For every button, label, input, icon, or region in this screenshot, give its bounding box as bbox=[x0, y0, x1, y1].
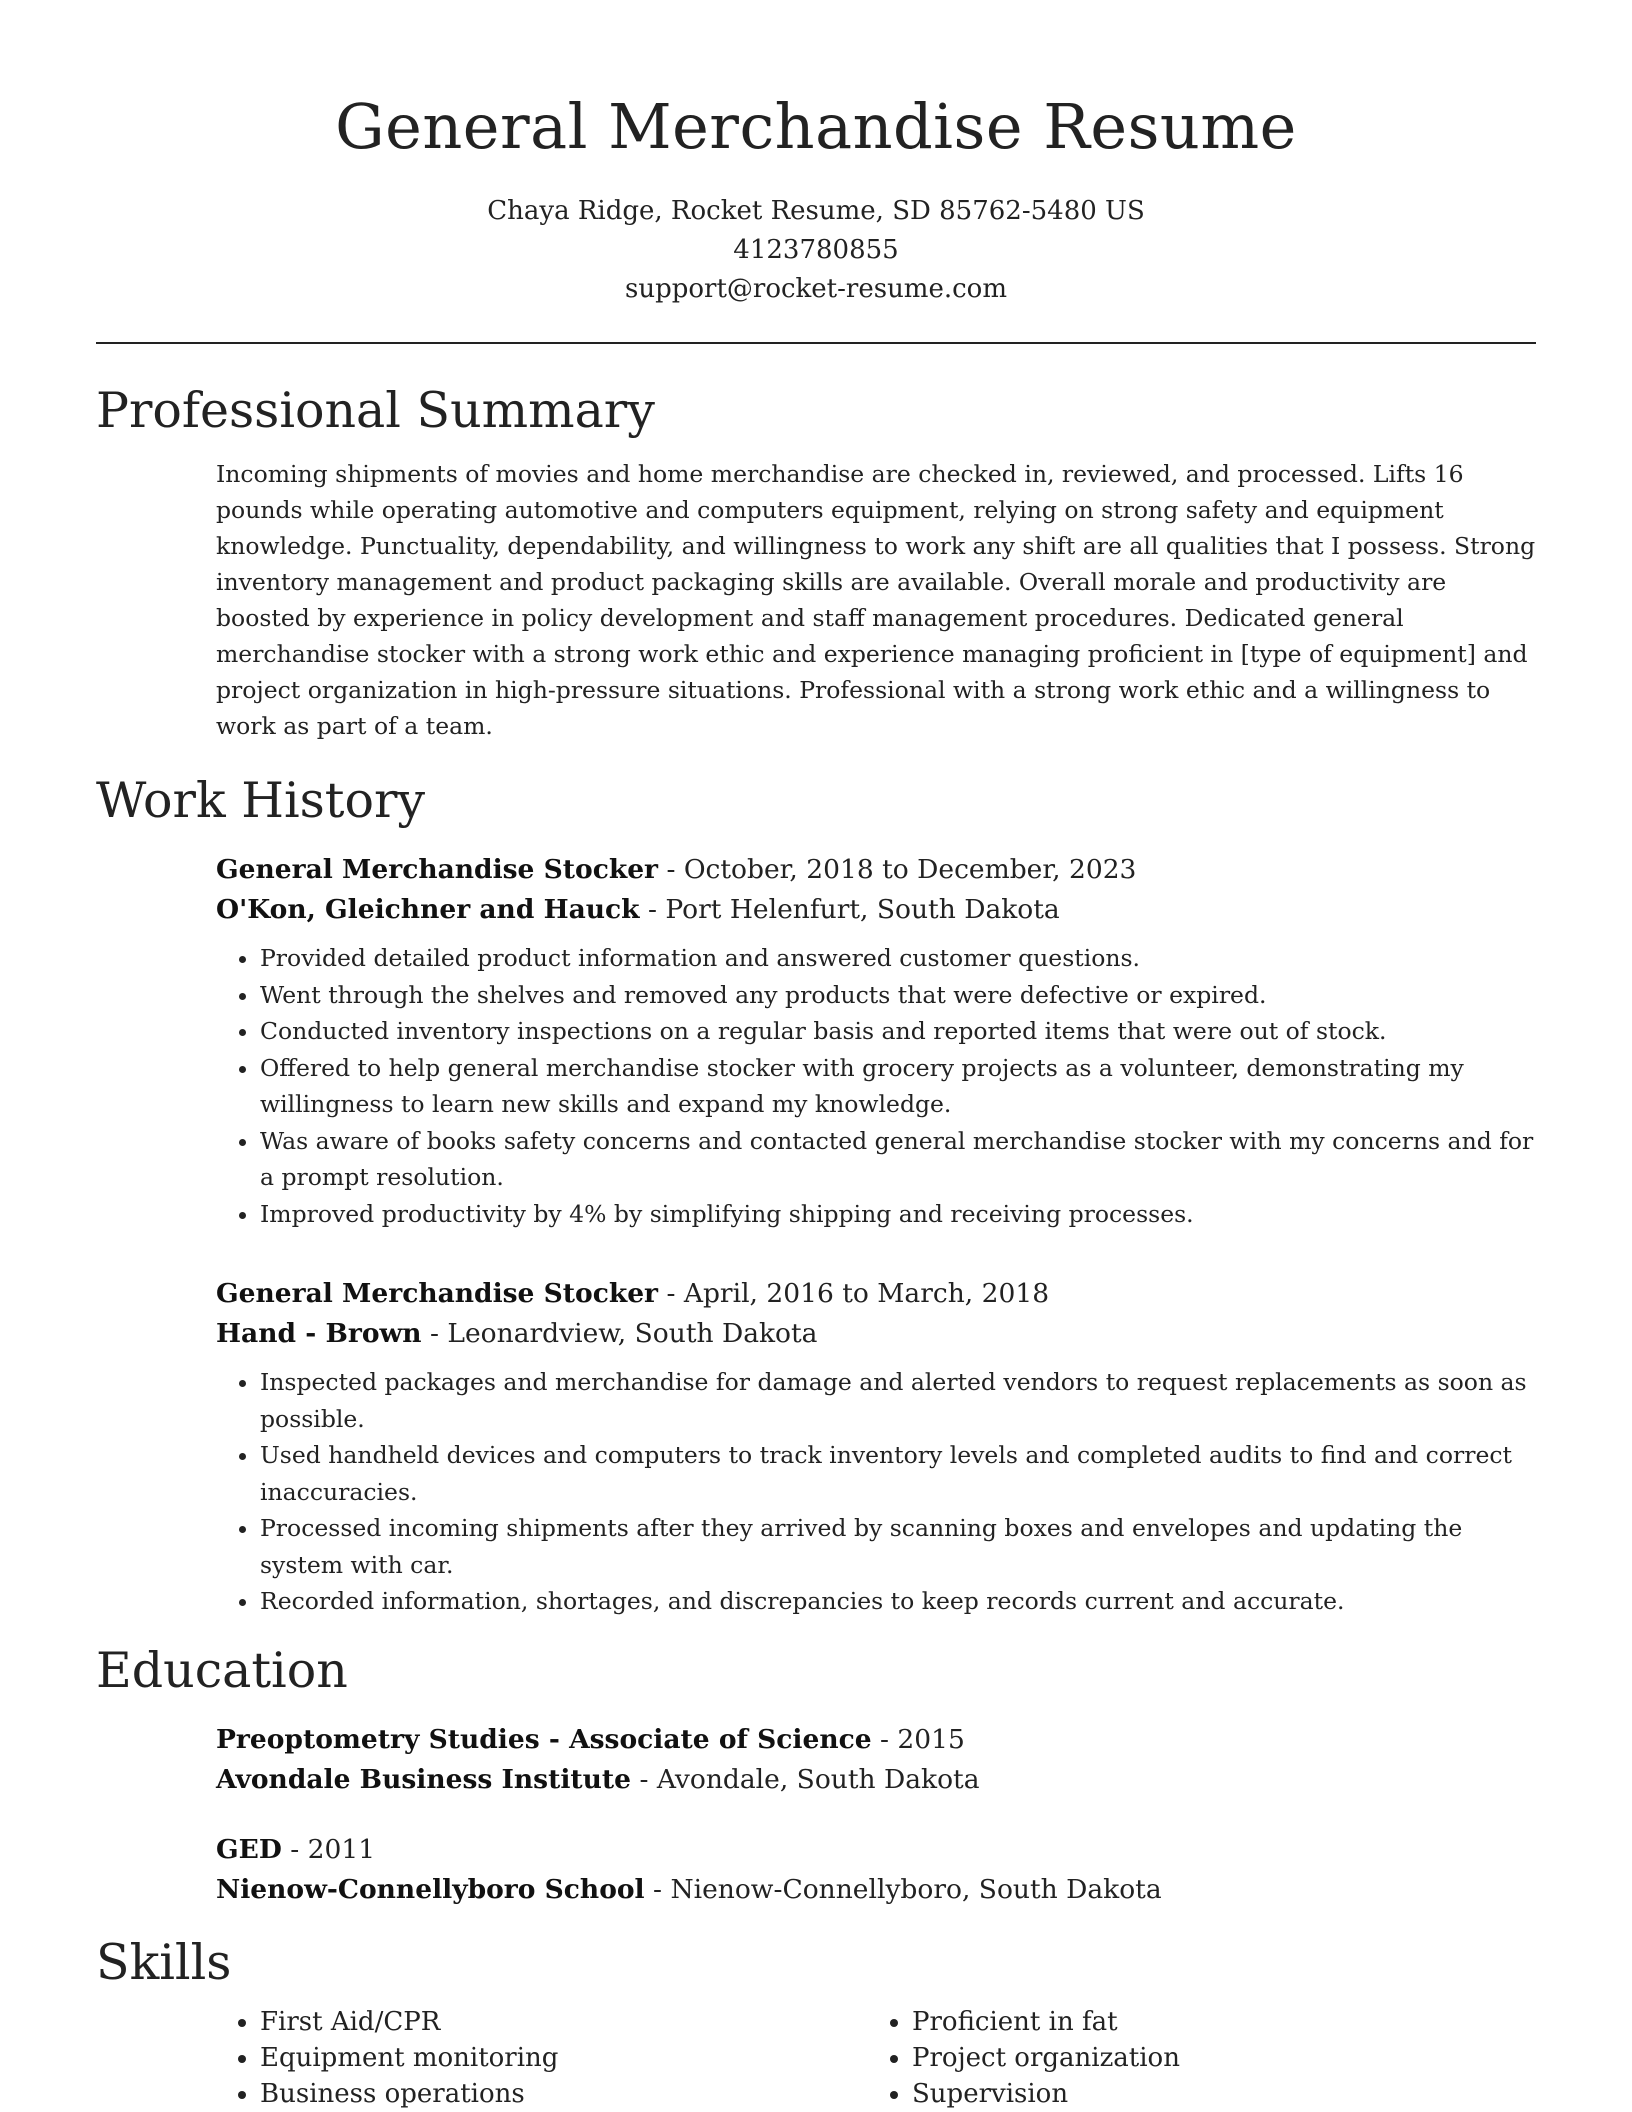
job-company-line: O'Kon, Gleichner and Hauck - Port Helenfurt, South Dakota bbox=[216, 894, 1060, 925]
contact-address: Chaya Ridge, Rocket Resume, SD 85762-5480 US bbox=[487, 196, 1145, 226]
school-location: Avondale, South Dakota bbox=[656, 1764, 980, 1795]
job-title-line: General Merchandise Stocker - April, 2016 to March, 2018 bbox=[216, 1278, 1050, 1309]
education-entry bbox=[216, 1830, 1536, 1910]
job-title: General Merchandise Stocker bbox=[216, 1278, 659, 1309]
contact-phone: 4123780855 bbox=[733, 235, 899, 265]
school-line: Avondale Business Institute - Avondale, South Dakota bbox=[216, 1764, 980, 1795]
job-bullet: • Went through the shelves and removed any products that were defective or expired. bbox=[260, 977, 1536, 1014]
job-location: Leonardview, South Dakota bbox=[447, 1318, 818, 1349]
job-bullet: • Used handheld devices and computers to track inventory levels and completed audits to find and correct inaccuracies. bbox=[260, 1437, 1536, 1510]
skill-item: • Equipment monitoring bbox=[260, 2040, 868, 2076]
degree: Preoptometry Studies - Associate of Science bbox=[216, 1724, 872, 1755]
skills-columns bbox=[216, 2004, 1536, 2112]
education-entry bbox=[216, 1720, 1536, 1800]
skill-item: • Project organization bbox=[912, 2040, 1520, 2076]
job-bullets bbox=[216, 1364, 1536, 1620]
school-location: Nienow-Connellyboro, South Dakota bbox=[670, 1874, 1162, 1905]
skills-heading: Skills bbox=[96, 1934, 232, 1991]
job-dates: April, 2016 to March, 2018 bbox=[683, 1278, 1050, 1309]
job-location: Port Helenfurt, South Dakota bbox=[665, 894, 1060, 925]
contact-info bbox=[96, 192, 1536, 309]
job-dates: October, 2018 to December, 2023 bbox=[683, 854, 1137, 885]
skills-left-column bbox=[216, 2004, 868, 2112]
degree-year: 2015 bbox=[897, 1724, 965, 1755]
school-line: Nienow-Connellyboro School - Nienow-Connellyboro, South Dakota bbox=[216, 1874, 1162, 1905]
job-company-line: Hand - Brown - Leonardview, South Dakota bbox=[216, 1318, 818, 1349]
job-bullet: • Conducted inventory inspections on a regular basis and reported items that were out of stock. bbox=[260, 1013, 1536, 1050]
job-company: Hand - Brown bbox=[216, 1318, 422, 1349]
school: Nienow-Connellyboro School bbox=[216, 1874, 645, 1905]
skill-item: • Business operations bbox=[260, 2076, 868, 2112]
resume-header bbox=[96, 84, 1536, 309]
job-entry bbox=[216, 1274, 1536, 1620]
job-bullet: • Improved productivity by 4% by simplifying shipping and receiving processes. bbox=[260, 1196, 1536, 1233]
contact-email: support@rocket-resume.com bbox=[624, 274, 1007, 304]
job-bullet: • Inspected packages and merchandise for damage and alerted vendors to request replacements as soon as possible. bbox=[260, 1364, 1536, 1437]
degree-line: Preoptometry Studies - Associate of Science - 2015 bbox=[216, 1724, 965, 1755]
header-divider bbox=[96, 342, 1536, 344]
job-bullet: • Provided detailed product information and answered customer questions. bbox=[260, 940, 1536, 977]
summary-text: Incoming shipments of movies and home merchandise are checked in, reviewed, and processed. Lifts 16 pounds while operating automotive and computers equipment, relying on strong safety and equipment knowledge. Punctuality, dependability, and willingness to work any shift are all qualities that I possess. Strong inventory management and product packaging skills are available. Overall morale and productivity are boosted by experience in policy development and staff management procedures. Dedicated general merchandise stocker with a strong work ethic and experience managing proficient in [type of equipment] and project organization in high-pressure situations. Professional with a strong work ethic and a willingness to work as part of a team. bbox=[216, 460, 1536, 740]
degree: GED bbox=[216, 1834, 282, 1865]
job-bullet: • Was aware of books safety concerns and contacted general merchandise stocker with my concerns and for a prompt resolution. bbox=[260, 1123, 1536, 1196]
school: Avondale Business Institute bbox=[216, 1764, 632, 1795]
degree-line: GED - 2011 bbox=[216, 1834, 376, 1865]
skill-item: • First Aid/CPR bbox=[260, 2004, 868, 2040]
job-entry bbox=[216, 850, 1536, 1232]
education-heading: Education bbox=[96, 1642, 348, 1699]
summary-heading: Professional Summary bbox=[96, 382, 655, 439]
job-bullet: • Offered to help general merchandise stocker with grocery projects as a volunteer, demonstrating my willingness to learn new skills and expand my knowledge. bbox=[260, 1050, 1536, 1123]
job-title: General Merchandise Stocker bbox=[216, 854, 659, 885]
degree-year: 2011 bbox=[307, 1834, 376, 1865]
job-bullets bbox=[216, 940, 1536, 1232]
job-bullet: • Processed incoming shipments after they arrived by scanning boxes and envelopes and updating the system with car. bbox=[260, 1510, 1536, 1583]
job-company: O'Kon, Gleichner and Hauck bbox=[216, 894, 640, 925]
skill-item: • Proficient in fat bbox=[912, 2004, 1520, 2040]
work-history-heading: Work History bbox=[96, 772, 426, 829]
work-history-section bbox=[96, 770, 1536, 1620]
education-section bbox=[96, 1640, 1536, 1910]
summary-section bbox=[96, 380, 1536, 744]
skills-section bbox=[96, 1932, 1536, 2112]
job-bullet: • Recorded information, shortages, and discrepancies to keep records current and accurate. bbox=[260, 1583, 1536, 1620]
skills-right-column bbox=[868, 2004, 1520, 2112]
skill-item: • Supervision bbox=[912, 2076, 1520, 2112]
resume-title: General Merchandise Resume bbox=[335, 90, 1297, 163]
job-title-line: General Merchandise Stocker - October, 2018 to December, 2023 bbox=[216, 854, 1137, 885]
